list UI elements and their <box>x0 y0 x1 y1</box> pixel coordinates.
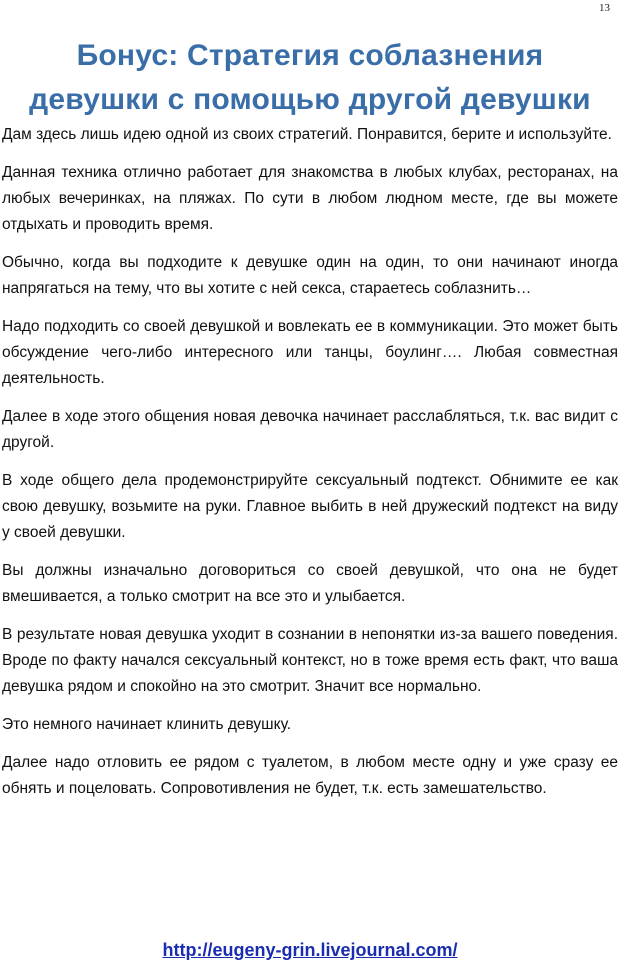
paragraph-6: В ходе общего дела продемонстрируйте сексуальный подтекст. Обнимите ее как свою девушку, возьмите на руки. Главное выбить в ней дружеский подтекст на виду у своей девушки. <box>2 472 618 541</box>
paragraph-5: Далее в ходе этого общения новая девочка начинает расслабляться, т.к. вас видит с другой. <box>2 408 618 451</box>
title-line-2: девушки с помощью другой девушки <box>29 83 591 116</box>
page-title <box>0 34 620 122</box>
paragraph-1: Дам здесь лишь идею одной из своих стратегий. Понравится, берите и используйте. <box>2 126 612 143</box>
title-line-1: Бонус: Стратегия соблазнения <box>76 39 544 72</box>
page-number: 13 <box>599 2 610 14</box>
article-body <box>2 122 618 814</box>
paragraph-9: Это немного начинает клинить девушку. <box>2 716 292 733</box>
paragraph-2: Данная техника отлично работает для знакомства в любых клубах, ресторанах, на любых вечеринках, на пляжах. По сути в любом людном месте, где вы можете отдыхать и проводить время. <box>2 164 618 233</box>
paragraph-4: Надо подходить со своей девушкой и вовлекать ее в коммуникации. Это может быть обсуждение чего-либо интересного или танцы, боулинг…. Любая совместная деятельность. <box>2 318 618 387</box>
paragraph-8: В результате новая девушка уходит в сознании в непонятки из-за вашего поведения. Вроде по факту начался сексуальный контекст, но в тоже время есть факт, что ваша девушка рядом и спокойно на это смотрит. Значит все нормально. <box>2 626 618 695</box>
paragraph-10: Далее надо отловить ее рядом с туалетом, в любом месте одну и уже сразу ее обнять и поцеловать. Сопровотивления не будет, т.к. есть замешательство. <box>2 754 618 797</box>
paragraph-3: Обычно, когда вы подходите к девушке один на один, то они начинают иногда напрягаться на тему, что вы хотите с ней секса, стараетесь соблазнить… <box>2 254 618 297</box>
footer-link[interactable]: http://eugeny-grin.livejournal.com/ <box>162 940 458 960</box>
paragraph-7: Вы должны изначально договориться со своей девушкой, что она не будет вмешивается, а только смотрит на все это и улыбается. <box>2 562 618 605</box>
